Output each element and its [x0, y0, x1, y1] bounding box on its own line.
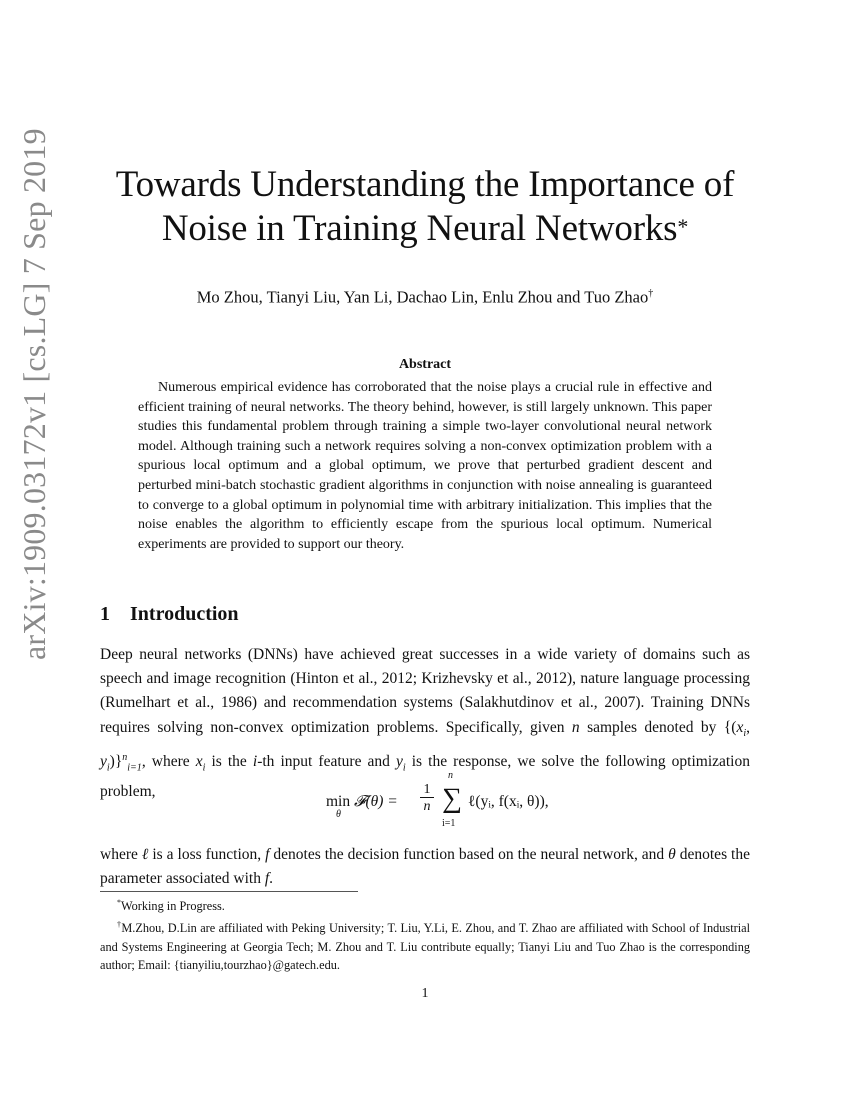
math-sub-i: i [106, 762, 110, 774]
math-sup-n: n [122, 751, 128, 763]
math-f: f [265, 846, 270, 863]
math-text: {( [723, 718, 737, 736]
eq-denominator: n [423, 799, 431, 814]
section-heading-introduction [100, 601, 239, 627]
footnotes [100, 894, 750, 975]
math-sub-range: i=1 [127, 762, 142, 774]
intro-text: denotes the parameter associated with [100, 846, 750, 888]
abstract-body: Numerous empirical evidence has corroborated that the noise plays a crucial rule in effective and efficient training of neural networks. The theory behind, however, is still largely unknown. This paper studies this fundamental problem through training a simple two-layer convolutional neural network model. Although training such a network requires solving a non-convex optimization problem with a spurious local optimum and a global optimum, we prove that perturbed gradient descent and perturbed mini-batch stochastic gradient algorithms in conjunction with noise annealing is guaranteed to converge to a global optimum in polynomial time with arbitrary initialization. This implies that the noise enables the algorithm to efficiently escape from the spurious local optimum. Numerical experiments are provided to support our theory. [138, 380, 712, 552]
math-y: y [100, 753, 107, 771]
footnote-1-mark: * [117, 898, 121, 907]
intro-text: is the [205, 753, 253, 771]
math-sub-i: i [743, 727, 747, 739]
intro-text: where [100, 846, 142, 863]
eq-sum-upper: n [448, 770, 453, 781]
section-title: Introduction [130, 603, 239, 625]
eq-lhs: 𝓕(θ) = [354, 793, 398, 810]
math-f: f [264, 870, 270, 888]
footnote-1-text: Working in Progress. [121, 899, 225, 914]
title-footnote-mark: * [677, 214, 689, 239]
footnote-1 [100, 894, 750, 916]
intro-paragraph-2 [100, 843, 750, 891]
eq-sum-symbol: ∑ [442, 783, 462, 814]
intro-text: -th input feature and [257, 753, 396, 771]
arxiv-identifier-stamp: arXiv:1909.03172v1 [cs.LG] 7 Sep 2019 [16, 128, 52, 660]
eq-min-operator [326, 793, 351, 820]
footnote-2 [100, 916, 750, 975]
section-number: 1 [100, 603, 110, 625]
math-theta: θ [668, 846, 676, 863]
intro-text: is the response, we solve the following optimization problem, [100, 753, 750, 801]
math-text: , [746, 718, 750, 736]
math-text: )} [109, 753, 123, 771]
footnote-divider [100, 891, 358, 892]
eq-rhs: ℓ(yᵢ, f(xᵢ, θ)), [468, 793, 549, 810]
math-i: i [252, 753, 258, 771]
eq-numerator: 1 [420, 782, 434, 798]
math-sub-i: i [402, 762, 406, 774]
intro-text: , where [141, 753, 196, 771]
eq-min-text: min [326, 793, 351, 810]
paper-title [60, 163, 790, 251]
abstract-heading: Abstract [398, 357, 452, 372]
footnote-2-text: M.Zhou, D.Lin are affiliated with Peking University; T. Liu, Y.Li, E. Zhou, and T. Zhao are affiliated with School of Industrial and Systems Engineering at Georgia Tech; M. Zhou and T. Liu contribute equally; Tianyi Liu and Tuo Zhao is the corresponding author; Email: {tianyiliu,tourzhao}@gatech.edu. [100, 920, 751, 973]
math-n: n [571, 718, 580, 736]
title-line-1: Towards Understanding the Importance of [115, 164, 735, 205]
intro-text: samples denoted by [579, 718, 724, 736]
title-line-2: Noise in Training Neural Networks [161, 208, 678, 249]
math-ell: ℓ [141, 846, 149, 863]
intro-text: . [269, 870, 274, 888]
intro-text: Deep neural networks (DNNs) have achieved great successes in a wide variety of domains such as speech and image recognition (Hinton et al., 2012; Krizhevsky et al., 2012), nature language processing (Rumelhart et al., 1986) and recommendation systems (Salakhutdinov et al., 2007). Training DNNs requires solving non-convex optimization problems. Specifically, given [100, 646, 750, 736]
page-number: 1 [421, 986, 429, 1001]
intro-text: denotes the decision function based on the neural network, and [269, 846, 669, 863]
eq-fraction [420, 782, 434, 816]
optimization-equation [300, 770, 560, 834]
author-footnote-mark: † [648, 288, 654, 299]
intro-text: is a loss function, [148, 846, 266, 863]
footnote-2-mark: † [117, 919, 122, 929]
author-list [60, 283, 790, 309]
math-x: x [195, 753, 203, 771]
math-x: x [736, 718, 744, 736]
eq-sum-lower: i=1 [442, 818, 456, 829]
eq-min-subscript: θ [336, 809, 341, 820]
math-y: y [395, 753, 403, 771]
math-sub-i: i [202, 762, 206, 774]
author-names: Mo Zhou, Tianyi Liu, Yan Li, Dachao Lin, Enlu Zhou and Tuo Zhao [196, 287, 649, 307]
